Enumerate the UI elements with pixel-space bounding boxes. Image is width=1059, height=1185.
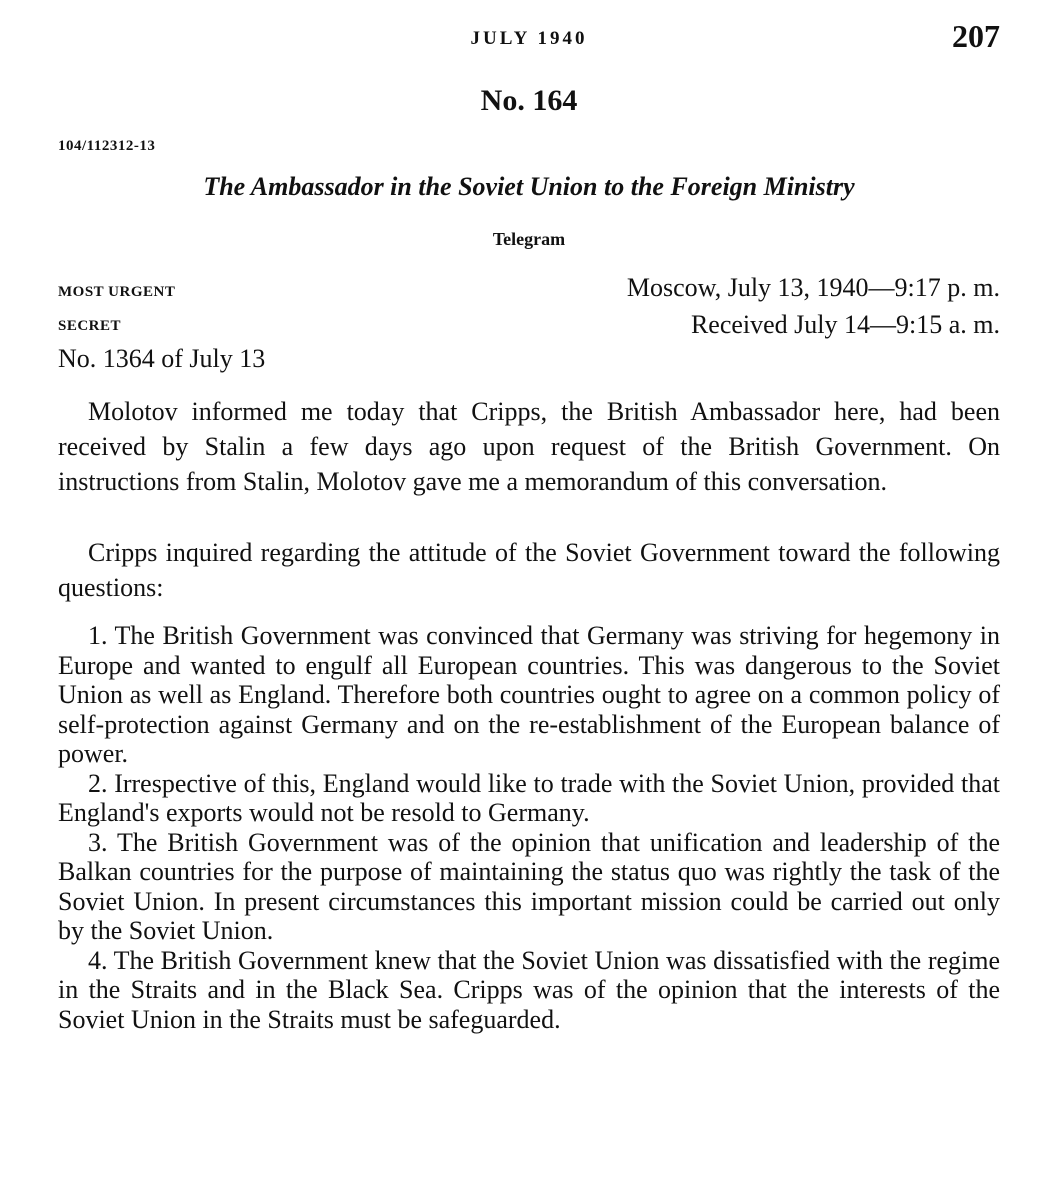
telegram-number: No. 1364 of July 13 <box>58 344 266 373</box>
file-reference: 104/112312-13 <box>58 138 156 154</box>
document-page <box>58 0 1000 1185</box>
body-paragraph: Cripps inquired regarding the attitude of the Soviet Government toward the following questions: <box>58 538 1000 602</box>
urgency-label: MOST URGENT <box>58 284 176 300</box>
body-paragraph: Molotov informed me today that Cripps, the British Ambassador here, had been received by Stalin a few days ago upon request of the British Government. On instructions from Stalin, Molotov gave me a memorandum of this conversation. <box>58 397 1000 496</box>
running-header <box>58 18 1000 56</box>
page-number: 207 <box>952 18 1000 54</box>
numbered-point: 2. Irrespective of this, England would like to trade with the Soviet Union, provided that England's exports would not be resold to Germany. <box>58 768 1000 827</box>
dateline-sent: Moscow, July 13, 1940—9:17 p. m. <box>626 273 1000 302</box>
document-heading: The Ambassador in the Soviet Union to the Foreign Ministry <box>203 172 855 201</box>
document-type: Telegram <box>492 229 566 249</box>
numbered-points <box>58 621 1000 1034</box>
secrecy-label: SECRET <box>58 318 122 334</box>
numbered-point: 4. The British Government knew that the Soviet Union was dissatisfied with the regime in the Straits and in the Black Sea. Cripps was of the opinion that the interests of the Soviet Union in the Straits must be safeguarded. <box>58 945 1000 1034</box>
dateline-received: Received July 14—9:15 a. m. <box>690 310 1000 339</box>
numbered-point: 1. The British Government was convinced that Germany was striving for hegemony in Europe and wanted to engulf all European countries. This was dangerous to the Soviet Union as well as England. Therefore both countries ought to agree on a common policy of self-protection against Germany and on the re-establishment of the European balance of power. <box>58 621 1000 768</box>
document-number: No. 164 <box>480 84 578 117</box>
numbered-point: 3. The British Government was of the opinion that unification and leadership of the Balkan countries for the purpose of maintaining the status quo was rightly the task of the Soviet Union. In present circumstances this important mission could be carried out only by the Soviet Union. <box>58 827 1000 945</box>
running-title: JULY 1940 <box>470 28 588 49</box>
